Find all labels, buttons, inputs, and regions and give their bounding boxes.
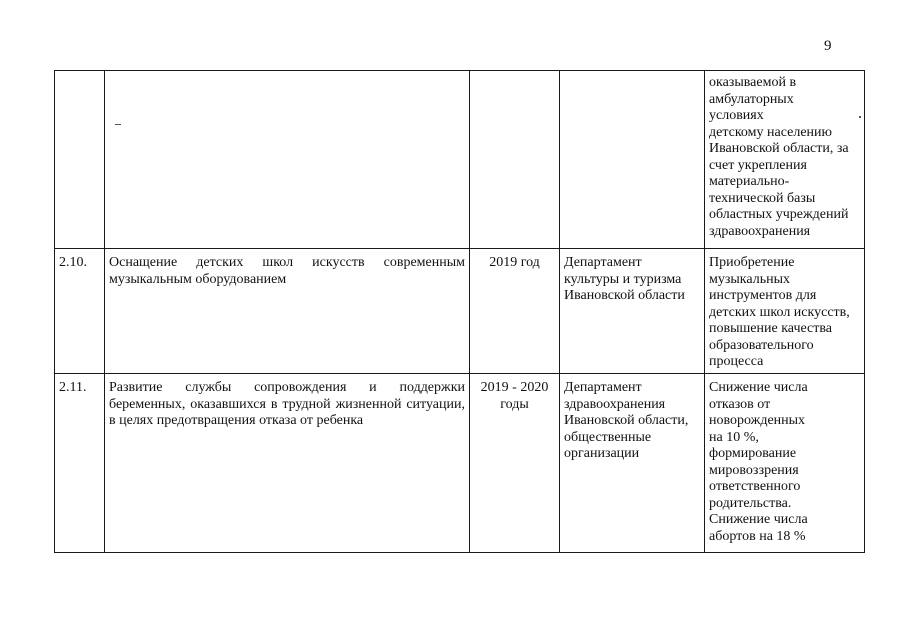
executor-line: Ивановской области <box>564 288 685 303</box>
result-line: мировоззрения <box>709 462 799 478</box>
result-line: формирование <box>709 446 797 461</box>
result-line: новорожденных <box>709 413 806 428</box>
cell-activity <box>105 71 470 249</box>
result-line: оказываемой в <box>709 75 797 90</box>
cell-result <box>705 71 865 249</box>
executor-line: Департамент <box>564 380 642 395</box>
result-line: здравоохранения <box>709 223 811 239</box>
result-line: материально- <box>709 174 790 189</box>
cell-executor <box>560 249 705 374</box>
result-line: Снижение числа <box>709 380 808 395</box>
table-row-continuation <box>55 71 865 249</box>
cell-activity: Оснащение детских школ искусств современным музыкальным оборудованием <box>105 249 470 374</box>
cell-result <box>705 249 865 374</box>
result-line: амбулаторных <box>709 91 794 107</box>
cell-executor <box>560 71 705 249</box>
plan-table <box>54 70 865 553</box>
result-line: Приобретение <box>709 255 795 270</box>
executor-line: культуры и туризма <box>564 271 682 287</box>
executor-line: Департамент <box>564 255 642 270</box>
result-line: абортов на 18 % <box>709 528 806 544</box>
cell-number: 2.10. <box>55 249 105 374</box>
cell-term <box>470 71 560 249</box>
result-line: отказов от <box>709 396 771 412</box>
result-line: на 10 %, <box>709 429 759 445</box>
cell-number: 2.11. <box>55 374 105 553</box>
result-line: Снижение числа <box>709 512 808 527</box>
page-number: 9 <box>824 38 832 54</box>
result-line: родительства. <box>709 495 792 511</box>
result-line: повышение качества <box>709 321 833 336</box>
executor-line: общественные <box>564 429 652 445</box>
result-line: ответственного <box>709 479 801 494</box>
cell-number <box>55 71 105 249</box>
cell-activity: Развитие службы сопровождения и поддержки беременных, оказавшихся в трудной жизненной ситуации, в целях предотвращения отказа от ребенка <box>105 374 470 553</box>
cell-executor <box>560 374 705 553</box>
cell-term: 2019 - 2020 годы <box>470 374 560 553</box>
executor-line: Ивановской области, <box>564 413 689 428</box>
result-line: условиях <box>709 108 764 123</box>
result-line: Ивановской области, за <box>709 141 849 156</box>
result-line: инструментов для <box>709 288 817 303</box>
result-line: детскому населению <box>709 124 832 140</box>
result-line: образовательного <box>709 337 814 353</box>
result-line: процесса <box>709 354 764 369</box>
result-line: музыкальных <box>709 271 790 287</box>
executor-line: организации <box>564 446 640 461</box>
plan-table-body <box>55 71 865 553</box>
result-line: счет укрепления <box>709 157 807 173</box>
table-row-2-10 <box>55 249 865 374</box>
result-line: областных учреждений <box>709 207 849 222</box>
cell-term: 2019 год <box>470 249 560 374</box>
cell-result <box>705 374 865 553</box>
result-line: технической базы <box>709 190 816 206</box>
result-line: детских школ искусств, <box>709 304 850 320</box>
table-row-2-11 <box>55 374 865 553</box>
executor-line: здравоохранения <box>564 396 666 412</box>
